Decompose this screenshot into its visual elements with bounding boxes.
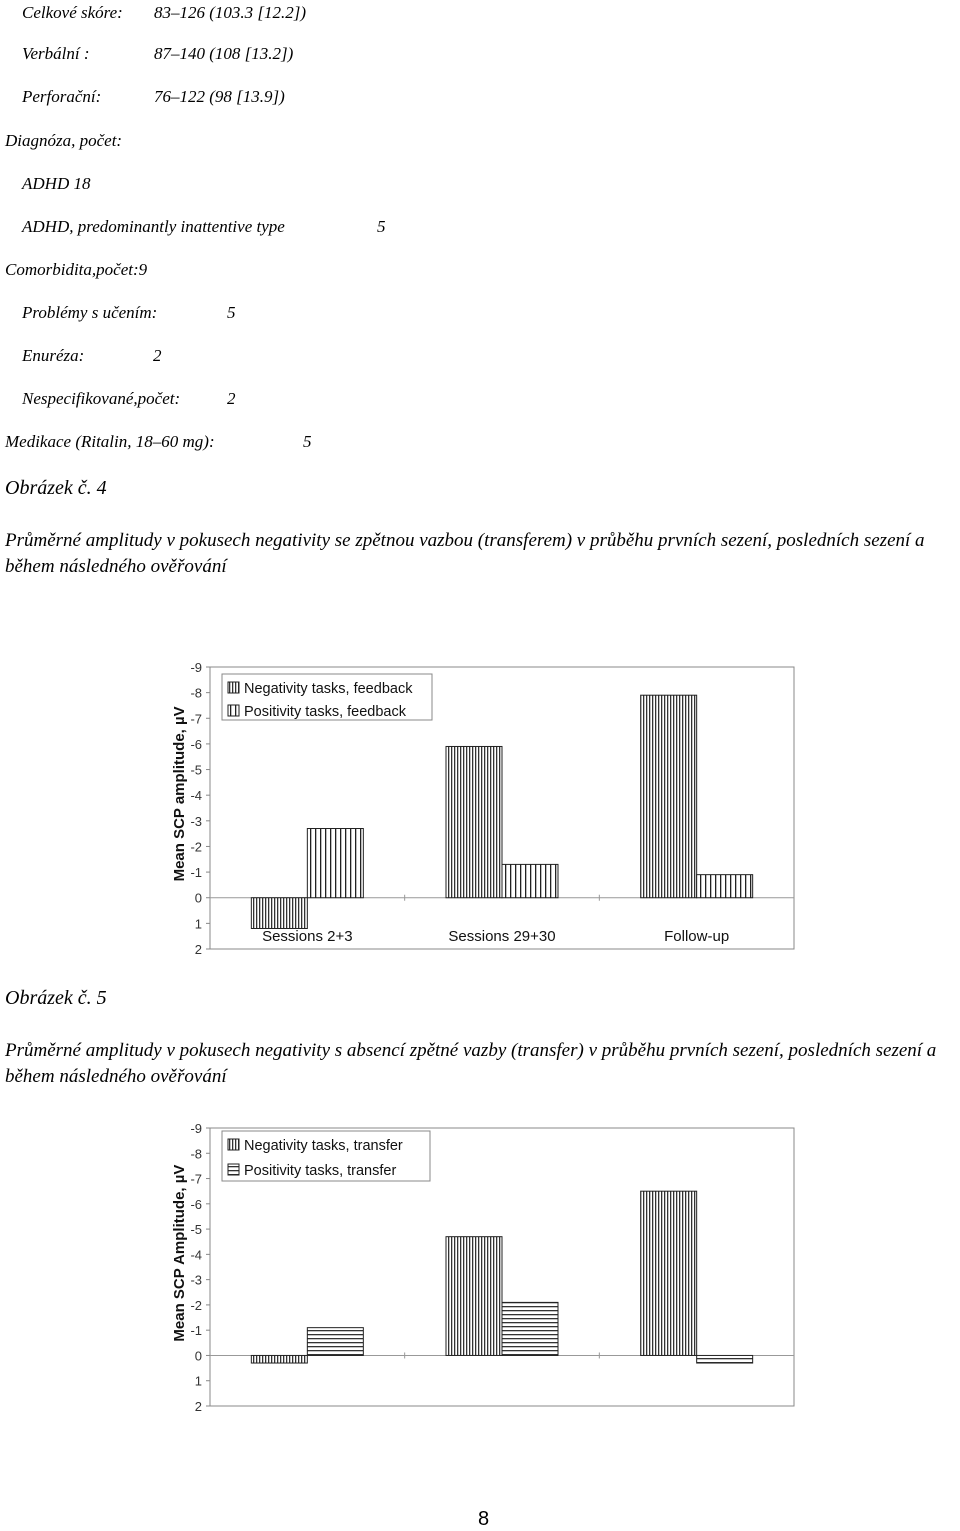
text-line-enuresis [22,346,162,366]
text-line-adhd-inattentive [22,217,386,237]
y-tick-label: -7 [190,711,202,727]
text-line-comorbidity [5,260,147,280]
y-tick-label: -6 [190,736,202,752]
y-tick-label: -6 [190,1196,202,1212]
line-label: Celkové skóre: [22,3,123,22]
y-axis-label: Mean SCP amplitude, µV [171,706,188,882]
y-tick-label: -4 [190,788,202,804]
y-tick-label: -1 [190,865,202,881]
bar-negativity [641,695,697,898]
legend-label: Positivity tasks, feedback [244,704,406,720]
line-label: Diagnóza, počet: [5,131,123,150]
y-axis-label: Mean SCP Amplitude, µV [171,1164,188,1342]
bar-positivity [307,1328,363,1356]
legend-swatch [228,705,239,716]
line-label: Problémy s učením: [22,303,158,322]
legend-label: Positivity tasks, transfer [244,1163,397,1179]
bar-negativity [446,746,502,897]
bar-positivity [307,829,363,898]
y-tick-label: -1 [190,1323,202,1339]
bar-positivity [502,864,558,897]
figure-5-chart [160,1118,800,1418]
line-label: Nespecifikované,počet: [22,389,181,408]
y-tick-label: -8 [190,1146,202,1162]
y-tick-label: -2 [190,1297,202,1313]
line-label: Medikace (Ritalin, 18–60 mg): [5,432,215,451]
y-tick-label: -8 [190,685,202,701]
text-line-total-score [22,3,307,23]
line-value: 2 [153,346,162,365]
text-line-verbal [22,44,294,64]
y-tick-label: 1 [194,916,202,932]
page-number: 8 [478,1508,490,1530]
text-line-medication [5,432,312,452]
figure-4-caption: Průměrné amplitudy v pokusech negativity se zpětnou vazbou (transferem) v průběhu prvních sezení, posledních sezení a během následného ověřování [5,530,925,577]
line-label: Comorbidita,počet:9 [5,260,148,279]
bar-positivity [697,875,753,898]
line-value: 87–140 (108 [13.2]) [154,44,294,63]
text-line-unspecified [22,389,236,409]
y-tick-label: 2 [194,942,202,957]
figure-5-caption: Průměrné amplitudy v pokusech negativity s absencí zpětné vazby (transfer) v průběhu prvních sezení, posledních sezení a během následného ověřování [5,1040,937,1087]
y-tick-label: -5 [190,762,202,778]
bar-negativity [641,1191,697,1355]
line-value: 5 [303,432,312,451]
y-tick-label: -2 [190,839,202,855]
legend-label: Negativity tasks, transfer [244,1138,403,1154]
y-tick-label: 0 [194,890,202,906]
bar-negativity [446,1237,502,1356]
text-line-diagnosis [5,131,122,151]
y-tick-label: 1 [194,1373,202,1389]
bar-negativity [251,1355,307,1363]
line-value: 2 [227,389,236,408]
line-label: Perforační: [22,87,102,106]
line-label: ADHD 18 [22,174,91,193]
line-label: Verbální : [22,44,90,63]
legend-swatch [228,682,239,693]
bar-positivity [697,1355,753,1363]
legend-label: Negativity tasks, feedback [244,681,413,697]
text-line-adhd [22,174,90,194]
category-label: Sessions 2+3 [262,928,353,945]
line-value: 5 [377,217,386,236]
y-tick-label: -5 [190,1222,202,1238]
line-label: ADHD, predominantly inattentive type [22,217,285,236]
y-tick-label: -4 [190,1247,202,1263]
bar-positivity [502,1302,558,1355]
category-label: Follow-up [664,928,730,945]
line-value: 76–122 (98 [13.9]) [154,87,285,106]
y-tick-label: -9 [190,1121,202,1136]
y-tick-label: 0 [194,1348,202,1364]
figure-5-heading: Obrázek č. 5 [5,987,107,1009]
figure-4-chart [160,655,800,960]
line-value: 5 [227,303,236,322]
bar-negativity [251,898,307,929]
y-tick-label: -9 [190,660,202,675]
line-value: 83–126 (103.3 [12.2]) [154,3,307,22]
y-tick-label: -7 [190,1171,202,1187]
y-tick-label: 2 [194,1399,202,1414]
line-label: Enuréza: [22,346,85,365]
legend-swatch [228,1164,239,1175]
text-line-learning-problems [22,303,236,323]
figure-4-heading: Obrázek č. 4 [5,477,107,499]
y-tick-label: -3 [190,1272,202,1288]
text-line-performance [22,87,285,107]
legend-swatch [228,1139,239,1150]
y-tick-label: -3 [190,813,202,829]
category-label: Sessions 29+30 [448,928,556,945]
